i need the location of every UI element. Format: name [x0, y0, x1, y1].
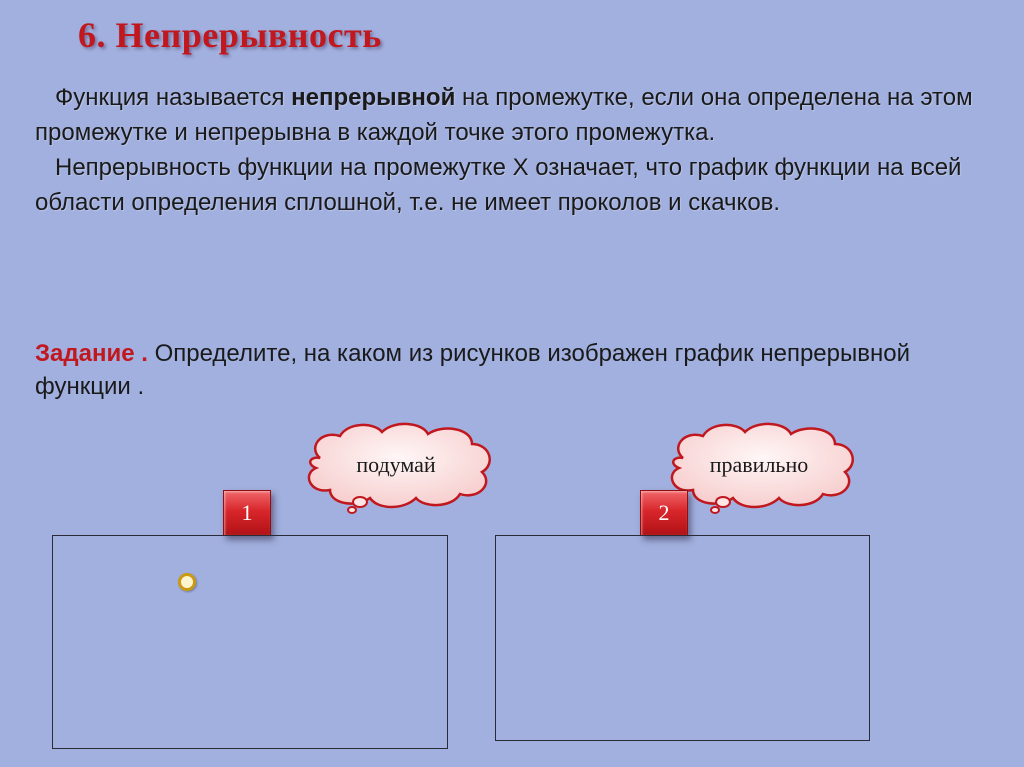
continuity-paragraph	[35, 150, 995, 220]
slide-title: 6. Непрерывность	[78, 15, 382, 55]
task-block	[35, 337, 995, 403]
continuity-text: Непрерывность функции на промежутке Х означает, что график функции на всей области определения сплошной, т.е. не имеет проколов и скачков.	[35, 154, 962, 216]
answer-1-button[interactable]: 1	[223, 490, 271, 536]
cursor-marker-icon	[178, 573, 196, 591]
feedback-cloud-think	[290, 418, 502, 518]
definition-block	[35, 80, 995, 220]
definition-term: непрерывной	[291, 84, 456, 111]
definition-text-after: на промежутке, если она определена на этом промежутке и непрерывна в каждой точке этого промежутка.	[35, 84, 973, 146]
answer-2-button[interactable]: 2	[640, 490, 688, 536]
definition-paragraph	[35, 80, 995, 150]
cloud-label-think: подумай	[356, 452, 436, 477]
graph-panel-1[interactable]	[52, 535, 448, 749]
cloud-label-correct: правильно	[709, 452, 809, 477]
graph-panel-2[interactable]	[495, 535, 870, 741]
definition-text-before: Функция называется	[55, 84, 292, 111]
task-label: Задание .	[35, 340, 148, 367]
task-text: Определите, на каком из рисунков изображен график непрерывной функции .	[35, 340, 910, 400]
